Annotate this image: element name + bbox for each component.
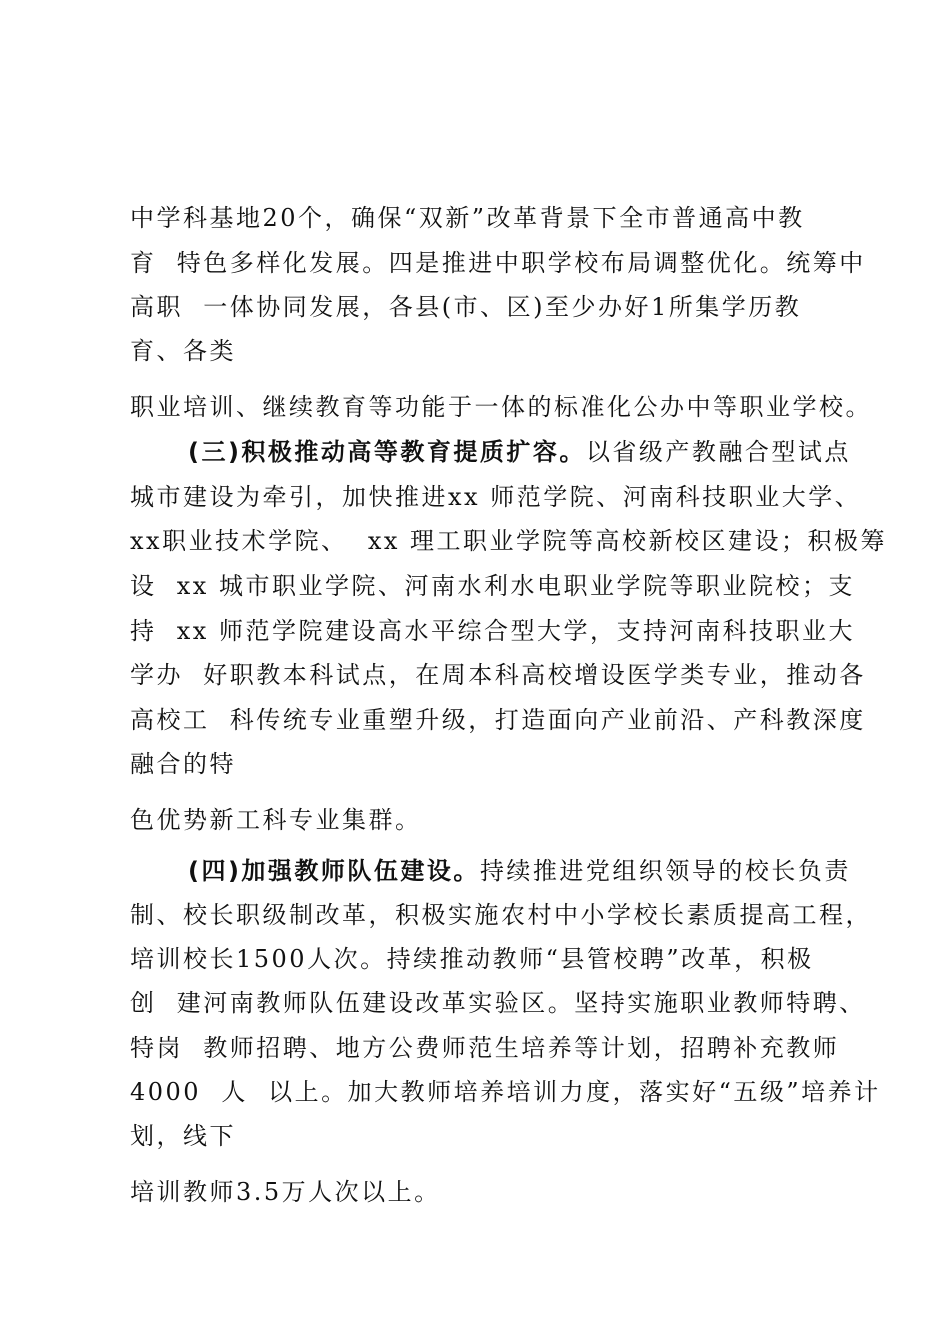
- paragraph-5-line-1-text: 持续推进党组织领导的校长负责: [479, 857, 851, 885]
- paragraph-6-line-1: 培训教师3.5万人次以上。: [130, 1178, 441, 1206]
- paragraph-1-line-4: 育、各类: [130, 337, 236, 365]
- paragraph-3-line-2: 城市建设为牵引，加快推进xx 师范学院、河南科技职业大学、: [130, 483, 862, 511]
- paragraph-3-line-3: xx职业技术学院、 xx 理工职业学院等高校新校区建设；积极筹: [130, 527, 888, 555]
- paragraph-1-line-3: 高职 一体协同发展，各县(市、区)至少办好1所集学历教: [130, 293, 802, 321]
- section-heading-4: (四)加强教师队伍建设。: [188, 857, 480, 885]
- paragraph-5-line-1: [188, 856, 851, 886]
- paragraph-3-line-5: 持 xx 师范学院建设高水平综合型大学，支持河南科技职业大: [130, 617, 855, 645]
- paragraph-5-line-6: 4000 人 以上。加大教师培养培训力度，落实好“五级”培养计: [130, 1078, 881, 1106]
- paragraph-4-line-1: 色优势新工科专业集群。: [130, 806, 422, 834]
- paragraph-3-line-7: 高校工 科传统专业重塑升级，打造面向产业前沿、产科教深度: [130, 706, 866, 734]
- paragraph-3-line-1-text: 以省级产教融合型试点: [585, 438, 851, 466]
- paragraph-5-line-3: 培训校长1500人次。持续推动教师“县管校聘”改革，积极: [130, 945, 814, 973]
- paragraph-3-line-1: [188, 437, 851, 467]
- paragraph-5-line-5: 特岗 教师招聘、地方公费师范生培养等计划，招聘补充教师: [130, 1034, 840, 1062]
- paragraph-2-line-1: 职业培训、继续教育等功能于一体的标准化公办中等职业学校。: [130, 393, 872, 421]
- paragraph-3-line-8: 融合的特: [130, 750, 236, 778]
- paragraph-1-line-1: 中学科基地20个，确保“双新”改革背景下全市普通高中教: [130, 204, 805, 232]
- section-heading-3: (三)积极推动高等教育提质扩容。: [188, 438, 586, 466]
- paragraph-5-line-4: 创 建河南教师队伍建设改革实验区。坚持实施职业教师特聘、: [130, 989, 866, 1017]
- paragraph-5-line-2: 制、校长职级制改革，积极实施农村中小学校长素质提高工程，: [130, 901, 872, 929]
- paragraph-5-line-7: 划，线下: [130, 1122, 236, 1150]
- paragraph-1-line-2: 育 特色多样化发展。四是推进中职学校布局调整优化。统筹中: [130, 249, 866, 277]
- paragraph-3-line-4: 设 xx 城市职业学院、河南水利水电职业学院等职业院校；支: [130, 572, 855, 600]
- paragraph-3-line-6: 学办 好职教本科试点，在周本科高校增设医学类专业，推动各: [130, 661, 866, 689]
